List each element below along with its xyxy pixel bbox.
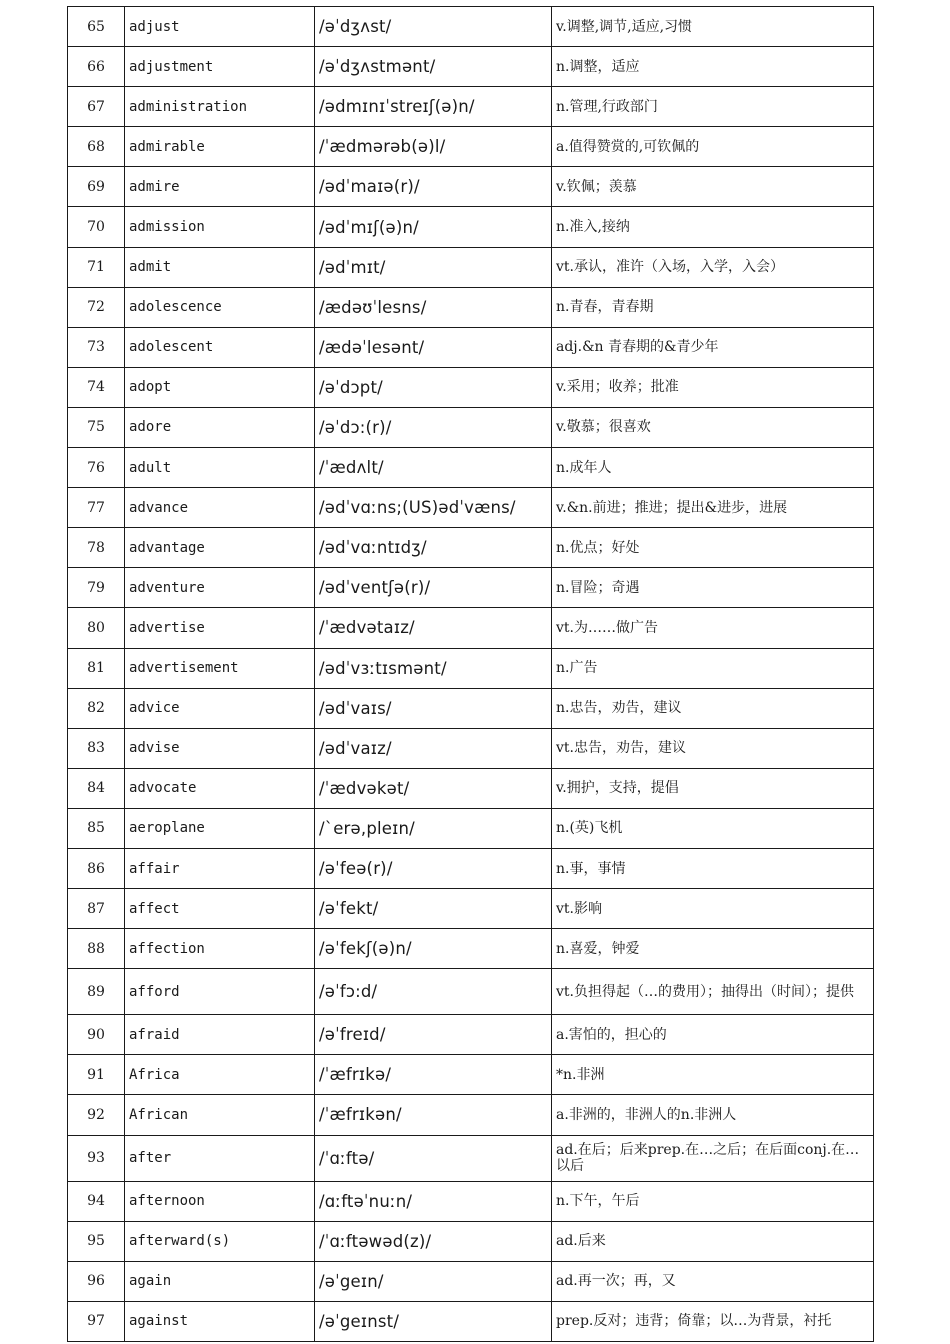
row-number-cell: 83	[68, 728, 125, 768]
word-cell: advertisement	[125, 648, 315, 688]
phonetic-cell: /əˈgeɪn/	[315, 1261, 552, 1301]
table-row	[68, 1261, 874, 1301]
row-number-cell: 67	[68, 87, 125, 127]
row-number-cell: 81	[68, 648, 125, 688]
phonetic-cell: /əˈfreɪd/	[315, 1015, 552, 1055]
phonetic-cell: /ədˈventʃə(r)/	[315, 568, 552, 608]
definition-cell: *n.非洲	[552, 1055, 874, 1095]
definition-cell: a.值得赞赏的,可钦佩的	[552, 127, 874, 167]
table-row	[68, 488, 874, 528]
row-number-cell: 74	[68, 367, 125, 407]
table-row	[68, 1221, 874, 1261]
definition-cell: n.准入,接纳	[552, 207, 874, 247]
definition-cell: ad.在后；后来prep.在…之后；在后面conj.在…以后	[552, 1135, 874, 1181]
word-cell: adventure	[125, 568, 315, 608]
word-cell: advertise	[125, 608, 315, 648]
row-number-cell: 66	[68, 47, 125, 87]
phonetic-cell: /əˈfeə(r)/	[315, 848, 552, 888]
phonetic-cell: /əˈgeɪnst/	[315, 1301, 552, 1341]
row-number-cell: 87	[68, 889, 125, 929]
word-cell: after	[125, 1135, 315, 1181]
table-row	[68, 528, 874, 568]
definition-cell: n.下午，午后	[552, 1181, 874, 1221]
phonetic-cell: /əˈfekt/	[315, 889, 552, 929]
word-cell: admit	[125, 247, 315, 287]
table-row	[68, 688, 874, 728]
word-cell: Africa	[125, 1055, 315, 1095]
row-number-cell: 73	[68, 327, 125, 367]
table-row	[68, 1301, 874, 1341]
table-row	[68, 969, 874, 1015]
table-row	[68, 7, 874, 47]
row-number-cell: 91	[68, 1055, 125, 1095]
vocabulary-table	[67, 6, 874, 1342]
word-cell: afford	[125, 969, 315, 1015]
row-number-cell: 72	[68, 287, 125, 327]
row-number-cell: 65	[68, 7, 125, 47]
row-number-cell: 85	[68, 808, 125, 848]
word-cell: against	[125, 1301, 315, 1341]
definition-cell: ad.再一次；再，又	[552, 1261, 874, 1301]
table-row	[68, 768, 874, 808]
phonetic-cell: /ədˈmɪʃ(ə)n/	[315, 207, 552, 247]
table-row	[68, 648, 874, 688]
word-cell: adolescent	[125, 327, 315, 367]
definition-cell: n.调整，适应	[552, 47, 874, 87]
row-number-cell: 69	[68, 167, 125, 207]
word-cell: again	[125, 1261, 315, 1301]
definition-cell: n.忠告，劝告，建议	[552, 688, 874, 728]
definition-cell: n.广告	[552, 648, 874, 688]
phonetic-cell: /ædəʊˈlesns/	[315, 287, 552, 327]
row-number-cell: 71	[68, 247, 125, 287]
definition-cell: prep.反对；违背；倚靠；以…为背景，衬托	[552, 1301, 874, 1341]
phonetic-cell: /əˈdʒʌstmənt/	[315, 47, 552, 87]
table-row	[68, 568, 874, 608]
table-row	[68, 87, 874, 127]
phonetic-cell: /ˈɑːftəwəd(z)/	[315, 1221, 552, 1261]
definition-cell: vt.忠告，劝告，建议	[552, 728, 874, 768]
row-number-cell: 88	[68, 929, 125, 969]
phonetic-cell: /əˈdɔpt/	[315, 367, 552, 407]
row-number-cell: 68	[68, 127, 125, 167]
table-row	[68, 47, 874, 87]
phonetic-cell: /ədˈvɑːns;(US)ədˈvæns/	[315, 488, 552, 528]
table-row	[68, 207, 874, 247]
row-number-cell: 89	[68, 969, 125, 1015]
word-cell: adult	[125, 448, 315, 488]
word-cell: admirable	[125, 127, 315, 167]
table-row	[68, 167, 874, 207]
phonetic-cell: /ədˈmɪt/	[315, 247, 552, 287]
definition-cell: v.拥护，支持，提倡	[552, 768, 874, 808]
row-number-cell: 76	[68, 448, 125, 488]
word-cell: advice	[125, 688, 315, 728]
table-row	[68, 808, 874, 848]
definition-cell: n.冒险；奇遇	[552, 568, 874, 608]
row-number-cell: 97	[68, 1301, 125, 1341]
word-cell: advance	[125, 488, 315, 528]
row-number-cell: 93	[68, 1135, 125, 1181]
definition-cell: v.调整,调节,适应,习惯	[552, 7, 874, 47]
row-number-cell: 90	[68, 1015, 125, 1055]
phonetic-cell: /`erə,pleɪn/	[315, 808, 552, 848]
definition-cell: n.事，事情	[552, 848, 874, 888]
word-cell: admission	[125, 207, 315, 247]
table-row	[68, 848, 874, 888]
word-cell: aeroplane	[125, 808, 315, 848]
table-row	[68, 1015, 874, 1055]
definition-cell: n.(英)飞机	[552, 808, 874, 848]
definition-cell: n.喜爱，钟爱	[552, 929, 874, 969]
phonetic-cell: /əˈdʒʌst/	[315, 7, 552, 47]
word-cell: afterward(s)	[125, 1221, 315, 1261]
table-row	[68, 929, 874, 969]
phonetic-cell: /ədˈmaɪə(r)/	[315, 167, 552, 207]
word-cell: affect	[125, 889, 315, 929]
word-cell: adopt	[125, 367, 315, 407]
word-cell: advantage	[125, 528, 315, 568]
definition-cell: v.&n.前进；推进；提出&进步，进展	[552, 488, 874, 528]
row-number-cell: 95	[68, 1221, 125, 1261]
row-number-cell: 78	[68, 528, 125, 568]
phonetic-cell: /ˈɑːftə/	[315, 1135, 552, 1181]
phonetic-cell: /ˈæfrɪkə/	[315, 1055, 552, 1095]
row-number-cell: 94	[68, 1181, 125, 1221]
word-cell: African	[125, 1095, 315, 1135]
row-number-cell: 80	[68, 608, 125, 648]
definition-cell: n.优点；好处	[552, 528, 874, 568]
vocabulary-table-body	[68, 7, 874, 1342]
definition-cell: a.害怕的，担心的	[552, 1015, 874, 1055]
table-row	[68, 1095, 874, 1135]
row-number-cell: 96	[68, 1261, 125, 1301]
word-cell: admire	[125, 167, 315, 207]
phonetic-cell: /ˈædvəkət/	[315, 768, 552, 808]
phonetic-cell: /əˈdɔ:(r)/	[315, 407, 552, 447]
table-row	[68, 287, 874, 327]
word-cell: adore	[125, 407, 315, 447]
definition-cell: v.采用；收养；批准	[552, 367, 874, 407]
table-row	[68, 448, 874, 488]
table-row	[68, 407, 874, 447]
table-row	[68, 1181, 874, 1221]
table-row	[68, 728, 874, 768]
word-cell: afternoon	[125, 1181, 315, 1221]
definition-cell: v.敬慕；很喜欢	[552, 407, 874, 447]
phonetic-cell: /ˈædvətaɪz/	[315, 608, 552, 648]
row-number-cell: 70	[68, 207, 125, 247]
row-number-cell: 75	[68, 407, 125, 447]
definition-cell: a.非洲的，非洲人的n.非洲人	[552, 1095, 874, 1135]
word-cell: affection	[125, 929, 315, 969]
phonetic-cell: /əˈfɔ:d/	[315, 969, 552, 1015]
phonetic-cell: /ədˈvaɪs/	[315, 688, 552, 728]
word-cell: adjust	[125, 7, 315, 47]
row-number-cell: 82	[68, 688, 125, 728]
row-number-cell: 77	[68, 488, 125, 528]
definition-cell: n.成年人	[552, 448, 874, 488]
row-number-cell: 79	[68, 568, 125, 608]
word-cell: administration	[125, 87, 315, 127]
word-cell: advocate	[125, 768, 315, 808]
phonetic-cell: /ɑːftəˈnuːn/	[315, 1181, 552, 1221]
phonetic-cell: /əˈfekʃ(ə)n/	[315, 929, 552, 969]
row-number-cell: 92	[68, 1095, 125, 1135]
definition-cell: ad.后来	[552, 1221, 874, 1261]
table-row	[68, 327, 874, 367]
definition-cell: n.管理,行政部门	[552, 87, 874, 127]
definition-cell: v.钦佩；羡慕	[552, 167, 874, 207]
definition-cell: adj.&n 青春期的&青少年	[552, 327, 874, 367]
definition-cell: vt.影响	[552, 889, 874, 929]
word-cell: afraid	[125, 1015, 315, 1055]
table-row	[68, 127, 874, 167]
phonetic-cell: /ˈæfrɪkən/	[315, 1095, 552, 1135]
definition-cell: vt.负担得起（…的费用）；抽得出（时间）；提供	[552, 969, 874, 1015]
row-number-cell: 86	[68, 848, 125, 888]
table-row	[68, 1055, 874, 1095]
definition-cell: vt.为……做广告	[552, 608, 874, 648]
row-number-cell: 84	[68, 768, 125, 808]
table-row	[68, 889, 874, 929]
phonetic-cell: /ədmɪnɪˈstreɪʃ(ə)n/	[315, 87, 552, 127]
table-row	[68, 1135, 874, 1181]
phonetic-cell: /ædəˈlesənt/	[315, 327, 552, 367]
phonetic-cell: /ˈædmərəb(ə)l/	[315, 127, 552, 167]
table-row	[68, 367, 874, 407]
word-cell: adjustment	[125, 47, 315, 87]
phonetic-cell: /ədˈvaɪz/	[315, 728, 552, 768]
table-row	[68, 247, 874, 287]
phonetic-cell: /ədˈvɑːntɪdʒ/	[315, 528, 552, 568]
word-cell: adolescence	[125, 287, 315, 327]
phonetic-cell: /ˈædʌlt/	[315, 448, 552, 488]
definition-cell: n.青春，青春期	[552, 287, 874, 327]
word-cell: affair	[125, 848, 315, 888]
table-row	[68, 608, 874, 648]
word-cell: advise	[125, 728, 315, 768]
definition-cell: vt.承认，准许（入场，入学，入会）	[552, 247, 874, 287]
phonetic-cell: /ədˈvɜːtɪsmənt/	[315, 648, 552, 688]
